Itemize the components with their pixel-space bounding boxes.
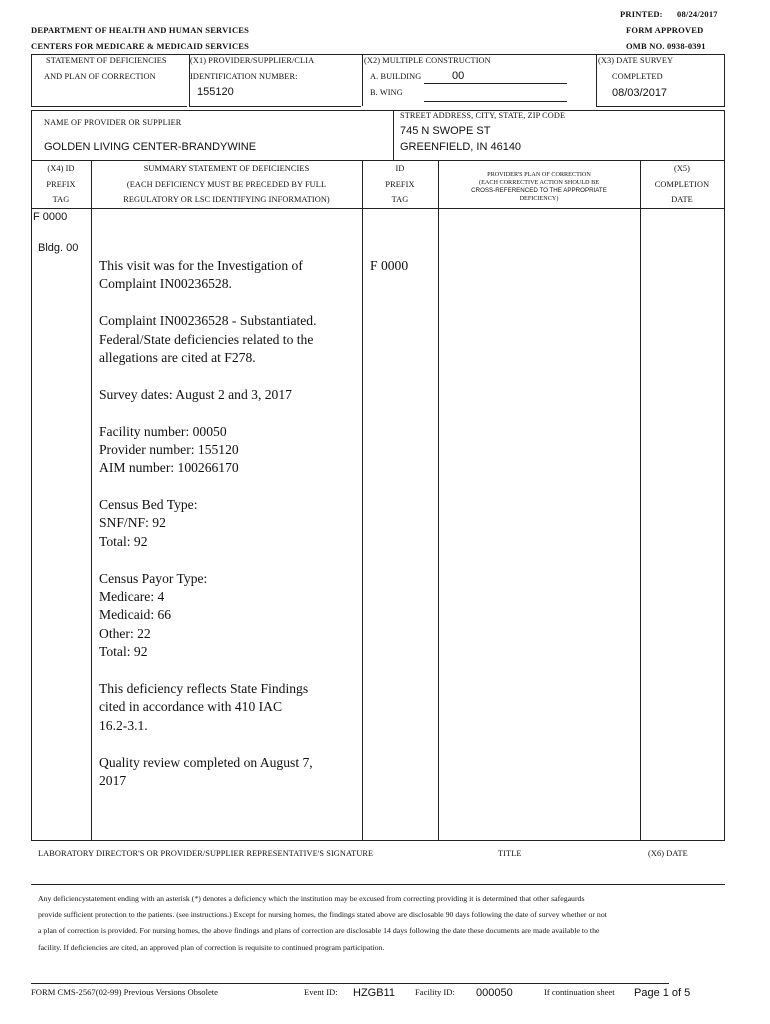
rule	[724, 54, 725, 106]
summary-line: Total: 92	[99, 644, 148, 660]
blank-line	[99, 662, 359, 680]
plan-header-4: DEFICIENCY)	[519, 195, 559, 202]
address-line-2: GREENFIELD, IN 46140	[400, 141, 522, 153]
omb-number: OMB NO. 0938-0391	[626, 41, 706, 51]
summary-line: Medicare: 4	[99, 589, 165, 605]
summary-line: Medicaid: 66	[99, 607, 172, 623]
summary-line: This deficiency reflects State Findings	[99, 680, 309, 696]
x4-header-1: (X4) ID	[47, 164, 75, 173]
address-line-1: 745 N SWOPE ST	[400, 125, 491, 137]
rule	[596, 54, 597, 106]
summary-line: 2017	[99, 772, 127, 788]
rule	[31, 54, 32, 106]
id-header-2: PREFIX	[385, 180, 415, 189]
summary-header-2: (EACH DEFICIENCY MUST BE PRECEDED BY FULL	[126, 180, 327, 189]
rule	[189, 106, 361, 107]
summary-line: Complaint IN00236528 - Substantiated.	[99, 313, 317, 329]
summary-text	[99, 257, 359, 790]
rule	[362, 54, 363, 106]
x1-label-2: IDENTIFICATION NUMBER:	[190, 72, 298, 81]
rule	[31, 160, 32, 840]
blank-line	[99, 294, 359, 312]
summary-line: Other: 22	[99, 625, 151, 641]
building-tag: Bldg. 00	[38, 242, 79, 254]
x3-label-1: (X3) DATE SURVEY	[598, 56, 674, 65]
building-value: 00	[424, 70, 567, 84]
summary-line: Facility number: 00050	[99, 423, 227, 439]
plan-header-1: PROVIDER'S PLAN OF CORRECTION	[487, 171, 591, 178]
rule	[640, 160, 641, 840]
blank-line	[99, 478, 359, 496]
x2-label: (X2) MULTIPLE CONSTRUCTION	[364, 56, 491, 65]
rule	[724, 160, 725, 840]
address-label: STREET ADDRESS, CITY, STATE, ZIP CODE	[400, 111, 566, 120]
summary-line: This visit was for the Investigation of	[99, 258, 303, 273]
survey-date-value: 08/03/2017	[612, 87, 668, 99]
statement-label-1: STATEMENT OF DEFICIENCIES	[46, 56, 167, 65]
page-number: Page 1 of 5	[634, 987, 691, 999]
wing-underline	[424, 101, 567, 102]
department-title: DEPARTMENT OF HEALTH AND HUMAN SERVICES	[31, 25, 250, 35]
x5-header-2: COMPLETION	[654, 180, 710, 189]
continuation-label: If continuation sheet	[544, 987, 615, 997]
summary-line: Total: 92	[99, 533, 148, 549]
rule	[31, 110, 725, 111]
blank-line	[99, 367, 359, 385]
rule	[91, 160, 92, 840]
blank-line	[99, 735, 359, 753]
rule	[31, 54, 725, 55]
x3-label-2: COMPLETED	[612, 72, 663, 81]
facility-id-value: 000050	[476, 987, 513, 999]
provider-name-value: GOLDEN LIVING CENTER-BRANDYWINE	[44, 141, 257, 153]
disclaimer-text: Any deficiencystatement ending with an asterisk (*) denotes a deficiency which the institution may be excused from correcting providing it is determined that other safegaurds provide sufficient protection to the patients. (see instructions.) Except for nursing homes, the findings stated above are disclosable 90 days following the date of survey whether or not a plan of correction is provided. For nursing homes, the above findings and plans of correction are disclosable 14 days following the date these documents are made available to the facility. If deficiencies are cited, an approved plan of correction is requisite to continued program participation.	[38, 894, 607, 952]
summary-header-3: REGULATORY OR LSC IDENTIFYING INFORMATION)	[123, 195, 330, 204]
rule	[393, 110, 394, 160]
summary-line: allegations are cited at F278.	[99, 349, 256, 365]
summary-line: SNF/NF: 92	[99, 515, 166, 531]
printed-label: PRINTED:	[620, 9, 663, 19]
summary-line: Census Bed Type:	[99, 497, 198, 513]
provider-name-label: NAME OF PROVIDER OR SUPPLIER	[44, 118, 182, 127]
rule	[31, 840, 725, 841]
building-label: A. BUILDING	[370, 72, 422, 81]
x1-label-1: (X1) PROVIDER/SUPPLIER/CLIA	[190, 56, 315, 65]
rule	[31, 110, 32, 160]
printed-date: 08/24/2017	[677, 9, 718, 19]
rule	[596, 106, 725, 107]
summary-header-1: SUMMARY STATEMENT OF DEFICIENCIES	[143, 164, 310, 173]
statement-label-2: AND PLAN OF CORRECTION	[44, 72, 156, 81]
summary-line: Federal/State deficiencies related to the	[99, 331, 314, 347]
rule	[31, 884, 725, 885]
summary-line: Complaint IN00236528.	[99, 276, 232, 292]
x6-date-label: (X6) DATE	[648, 849, 688, 858]
summary-line: cited in accordance with 410 IAC	[99, 699, 283, 715]
id-header-3: TAG	[391, 195, 409, 204]
centers-title: CENTERS FOR MEDICARE & MEDICAID SERVICES	[31, 41, 250, 51]
rule	[31, 983, 669, 984]
blank-line	[99, 404, 359, 422]
form-number: FORM CMS-2567(02-99) Previous Versions Obsolete	[31, 987, 218, 997]
rule	[31, 208, 725, 209]
summary-line: 16.2-3.1.	[99, 717, 148, 733]
x5-header-3: DATE	[671, 195, 693, 204]
provider-id-value: 155120	[197, 86, 234, 98]
rule	[31, 106, 187, 107]
signature-label: LABORATORY DIRECTOR'S OR PROVIDER/SUPPLIER REPRESENTATIVE'S SIGNATURE	[38, 849, 374, 858]
event-id-value: HZGB11	[353, 987, 395, 999]
summary-line: Provider number: 155120	[99, 441, 239, 457]
summary-line: AIM number: 100266170	[99, 460, 239, 476]
rule	[438, 160, 439, 840]
rule	[724, 110, 725, 160]
rule	[31, 160, 725, 161]
plan-header-3: CROSS-REFERENCED TO THE APPROPRIATE	[471, 187, 607, 194]
facility-id-label: Facility ID:	[415, 987, 455, 997]
event-id-label: Event ID:	[304, 987, 338, 997]
title-label: TITLE	[498, 849, 522, 858]
summary-line: Census Payor Type:	[99, 570, 208, 586]
x4-header-3: TAG	[52, 195, 70, 204]
summary-line: Quality review completed on August 7,	[99, 754, 313, 770]
wing-label: B. WING	[370, 88, 403, 97]
plan-header-2: (EACH CORRECTIVE ACTION SHOULD BE	[479, 179, 599, 186]
tag-right: F 0000	[370, 258, 409, 273]
blank-line	[99, 551, 359, 569]
x5-header-1: (X5)	[673, 164, 691, 173]
summary-line: Survey dates: August 2 and 3, 2017	[99, 386, 292, 402]
id-header-1: ID	[395, 164, 405, 173]
form-approved: FORM APPROVED	[626, 25, 704, 35]
tag-left: F 0000	[33, 211, 68, 223]
x4-header-2: PREFIX	[46, 180, 76, 189]
rule	[362, 160, 363, 840]
